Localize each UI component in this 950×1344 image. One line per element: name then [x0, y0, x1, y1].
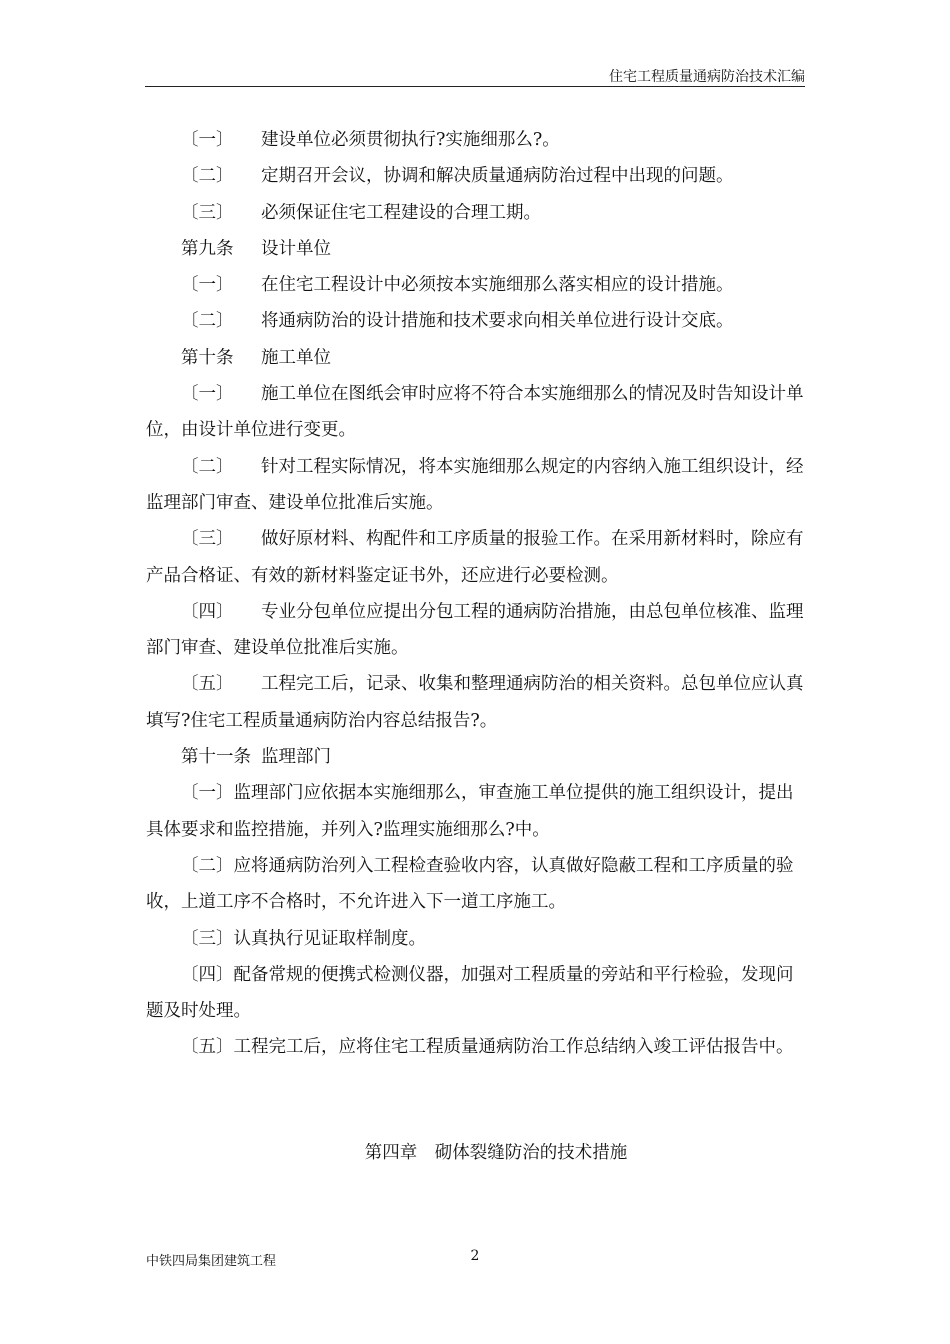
- footer-company: 中铁四局集团建筑工程: [146, 1254, 277, 1269]
- item-number: 〔一〕: [181, 384, 234, 405]
- paragraph: [146, 303, 806, 339]
- paragraph: [146, 122, 806, 158]
- item-number: 〔四〕: [181, 601, 234, 622]
- paragraph: [146, 921, 806, 957]
- chapter-heading: 第四章 砌体裂缝防治的技术措施: [364, 1143, 628, 1163]
- paragraph: [146, 775, 806, 848]
- paragraph-text: 建设单位必须贯彻执行?实施细那么?。: [261, 130, 560, 150]
- paragraph: [146, 1029, 806, 1065]
- article-heading: [146, 340, 806, 376]
- paragraph: [146, 957, 806, 1030]
- paragraph-text: 配备常规的便携式检测仪器，加强对工程质量的旁站和平行检验，发现问题及时处理。: [146, 964, 794, 1022]
- page-number: 2: [470, 1248, 480, 1264]
- item-number: 〔五〕: [181, 674, 234, 695]
- item-number: 〔五〕: [181, 1037, 234, 1058]
- header-rule: [145, 86, 805, 87]
- article-title: 施工单位: [261, 347, 331, 368]
- paragraph-text: 做好原材料、构配件和工序质量的报验工作。在采用新材料时，除应有产品合格证、有效的新材料鉴定证书外，还应进行必要检测。: [146, 529, 804, 586]
- paragraph: [146, 521, 806, 594]
- article-number: 第九条: [181, 238, 234, 259]
- paragraph: [146, 158, 806, 194]
- item-number: 〔一〕: [181, 275, 234, 296]
- paragraph-text: 定期召开会议，协调和解决质量通病防治过程中出现的问题。: [261, 166, 734, 187]
- paragraph-text: 将通病防治的设计措施和技术要求向相关单位进行设计交底。: [261, 311, 734, 332]
- page-header-title: 住宅工程质量通病防治技术汇编: [609, 69, 805, 85]
- article-title: 设计单位: [261, 238, 331, 259]
- item-number: 〔三〕: [181, 202, 234, 223]
- paragraph: [146, 848, 806, 921]
- item-number: 〔一〕: [181, 130, 234, 150]
- paragraph: [146, 195, 806, 231]
- paragraph-text: 专业分包单位应提出分包工程的通病防治措施，由总包单位核准、监理部门审查、建设单位批准后实施。: [146, 601, 804, 659]
- paragraph-text: 必须保证住宅工程建设的合理工期。: [261, 202, 541, 223]
- article-heading: [146, 739, 806, 775]
- paragraph-text: 应将通病防治列入工程检查验收内容，认真做好隐蔽工程和工序质量的验收，上道工序不合格时，不允许进入下一道工序施工。: [146, 855, 794, 913]
- item-number: 〔二〕: [181, 456, 234, 477]
- item-number: 〔二〕: [181, 166, 234, 187]
- paragraph-text: 监理部门应依据本实施细那么，审查施工单位提供的施工组织设计，提出具体要求和监控措施，并列入?监理实施细那么?中。: [146, 783, 794, 840]
- body-text: [146, 122, 806, 1066]
- item-number: 〔三〕: [181, 529, 234, 550]
- paragraph-text: 工程完工后，应将住宅工程质量通病防治工作总结纳入竣工评估报告中。: [233, 1037, 794, 1058]
- paragraph-text: 认真执行见证取样制度。: [233, 928, 426, 949]
- article-title: 监理部门: [261, 747, 331, 768]
- paragraph: [146, 376, 806, 449]
- paragraph: [146, 449, 806, 522]
- item-number: 〔二〕: [181, 855, 234, 876]
- paragraph: [146, 666, 806, 739]
- paragraph-text: 施工单位在图纸会审时应将不符合本实施细那么的情况及时告知设计单位，由设计单位进行变更。: [146, 384, 804, 441]
- paragraph-text: 在住宅工程设计中必须按本实施细那么落实相应的设计措施。: [261, 275, 734, 296]
- item-number: 〔二〕: [181, 311, 234, 332]
- item-number: 〔四〕: [181, 964, 234, 985]
- paragraph: [146, 267, 806, 303]
- article-number: 第十条: [181, 347, 234, 368]
- article-heading: [146, 231, 806, 267]
- paragraph-text: 针对工程实际情况，将本实施细那么规定的内容纳入施工组织设计，经监理部门审查、建设单位批准后实施。: [146, 456, 804, 513]
- paragraph-text: 工程完工后，记录、收集和整理通病防治的相关资料。总包单位应认真填写?住宅工程质量通病防治内容总结报告?。: [146, 674, 804, 731]
- article-number: 第十一条: [181, 747, 251, 768]
- paragraph: [146, 594, 806, 667]
- item-number: 〔三〕: [181, 928, 234, 949]
- item-number: 〔一〕: [181, 783, 234, 804]
